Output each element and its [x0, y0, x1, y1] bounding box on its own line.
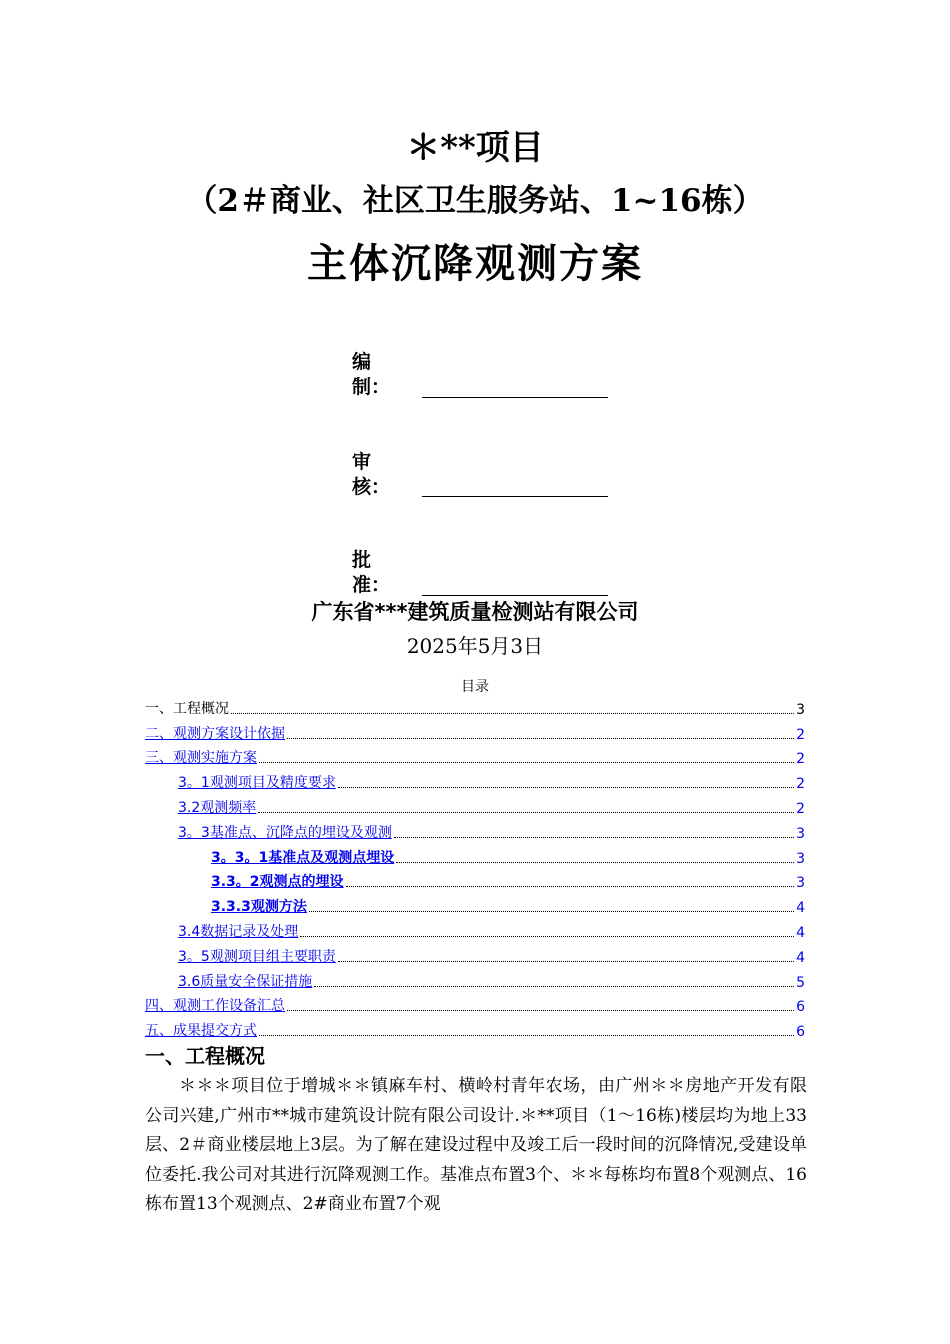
toc-entry-page[interactable]: 2	[796, 800, 805, 817]
toc-entry-page[interactable]: 3	[796, 825, 805, 842]
toc-entry-page[interactable]: 6	[796, 999, 805, 1016]
section-body-paragraph: ＊＊＊项目位于增城＊＊镇麻车村、横岭村青年农场，由广州＊＊房地产开发有限公司兴建,广州市**城市建筑设计院有限公司设计.＊**项目（1～16栋)楼层均为地上33层、2＃商业楼层地上3层。为了解在建设过程中及竣工后一段时间的沉降情况,受建设单位委托.我公司对其进行沉降观测工作。基准点布置3个、＊＊每栋均布置8个观测点、16栋布置13个观测点、2#商业布置7个观	[145, 1076, 807, 1214]
toc-entry-text: 一、工程概况	[145, 700, 229, 717]
toc-entry-page[interactable]: 2	[796, 726, 805, 743]
toc-entry-link[interactable]: 3.3。2观测点的埋设	[211, 874, 344, 891]
toc-entry[interactable]	[145, 792, 805, 817]
toc-entry-page[interactable]: 6	[796, 1024, 805, 1041]
toc-entry-link[interactable]: 3.4数据记录及处理	[178, 923, 299, 940]
toc-leader-dots	[394, 837, 794, 838]
toc-leader-dots	[258, 812, 794, 813]
toc-entry-page[interactable]: 4	[796, 949, 805, 966]
toc-entry-page[interactable]: 2	[796, 776, 805, 793]
toc-entry[interactable]	[145, 842, 805, 867]
toc-entry-link[interactable]: 3.3.3观测方法	[211, 899, 307, 916]
toc-leader-dots	[314, 986, 794, 987]
toc-entry-link[interactable]: 二、观测方案设计依据	[145, 725, 285, 742]
toc-entry-link[interactable]: 三、观测实施方案	[145, 750, 257, 767]
toc-entry[interactable]	[145, 718, 805, 743]
toc-leader-dots	[259, 762, 794, 763]
toc-entry[interactable]	[145, 1015, 805, 1040]
toc-entry-link[interactable]: 3。3基准点、沉降点的埋设及观测	[178, 824, 392, 841]
toc-entry[interactable]	[145, 767, 805, 792]
section-heading-overview: 一、工程概况	[145, 1044, 265, 1068]
toc-leader-dots	[338, 787, 794, 788]
organization-name: 广东省***建筑质量检测站有限公司	[311, 600, 639, 624]
toc-entry[interactable]	[145, 941, 805, 966]
toc-leader-dots	[338, 961, 794, 962]
document-title-main: 主体沉降观测方案	[307, 240, 643, 287]
table-of-contents	[145, 693, 805, 1040]
toc-leader-dots	[346, 886, 795, 887]
toc-entry-link[interactable]: 3。5观测项目组主要职责	[178, 948, 336, 965]
signature-label-review: 审核：	[352, 451, 391, 498]
toc-entry[interactable]	[145, 891, 805, 916]
toc-entry[interactable]	[145, 743, 805, 768]
toc-entry[interactable]	[145, 867, 805, 892]
toc-leader-dots	[309, 911, 794, 912]
toc-entry-page[interactable]: 3	[796, 850, 805, 867]
toc-entry-link[interactable]: 3.2观测频率	[178, 799, 257, 816]
toc-entry-link[interactable]: 五、成果提交方式	[145, 1023, 257, 1040]
toc-leader-dots	[300, 936, 794, 937]
toc-leader-dots	[259, 1035, 794, 1036]
document-title-scope: （2＃商业、社区卫生服务站、1~16栋）	[186, 183, 764, 219]
toc-entry[interactable]	[145, 693, 805, 718]
toc-entry[interactable]	[145, 817, 805, 842]
toc-leader-dots	[287, 738, 794, 739]
toc-title: 目录	[461, 679, 489, 695]
toc-entry[interactable]	[145, 991, 805, 1016]
toc-entry-link[interactable]: 3。3。1基准点及观测点埋设	[211, 849, 395, 866]
toc-entry-link[interactable]: 四、观测工作设备汇总	[145, 998, 285, 1015]
toc-leader-dots	[396, 862, 794, 863]
toc-entry-page[interactable]: 5	[796, 974, 805, 991]
toc-entry[interactable]	[145, 916, 805, 941]
toc-entry-page[interactable]: 4	[796, 900, 805, 917]
toc-leader-dots	[287, 1010, 794, 1011]
document-title-project: ＊**项目	[406, 128, 544, 168]
toc-entry-link[interactable]: 3.6质量安全保证措施	[178, 973, 313, 990]
signature-line-compile[interactable]	[422, 396, 608, 398]
signature-label-approve: 批准：	[352, 549, 391, 596]
toc-entry-page: 3	[796, 701, 805, 718]
toc-entry-page[interactable]: 3	[796, 875, 805, 892]
toc-entry-link[interactable]: 3。1观测项目及精度要求	[178, 775, 336, 792]
toc-entry[interactable]	[145, 966, 805, 991]
document-date: 2025年5月3日	[406, 634, 544, 658]
toc-entry-page[interactable]: 4	[796, 924, 805, 941]
signature-line-review[interactable]	[422, 495, 608, 497]
signature-label-compile: 编制：	[352, 351, 391, 398]
toc-entry-page[interactable]: 2	[796, 751, 805, 768]
toc-leader-dots	[231, 713, 794, 714]
